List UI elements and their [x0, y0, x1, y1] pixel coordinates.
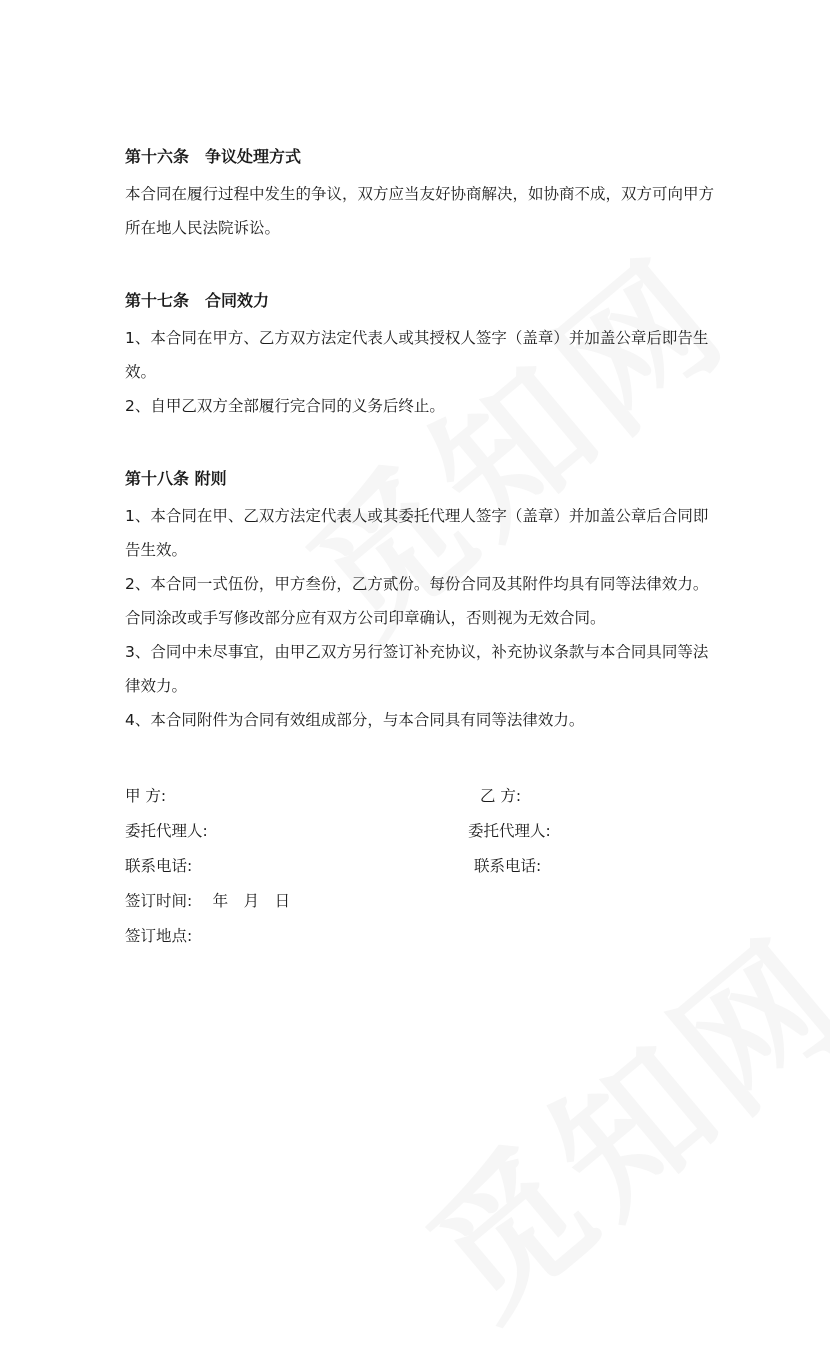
paragraph: 4、本合同附件为合同有效组成部分，与本合同具有同等法律效力。 — [125, 711, 585, 729]
paragraph: 1、本合同在甲、乙双方法定代表人或其委托代理人签字（盖章）并加盖公章后合同即告生效。 — [125, 507, 709, 559]
party-a-label: 甲 方: — [125, 787, 167, 805]
document-body — [125, 143, 715, 954]
signature-block — [125, 779, 715, 954]
agent-b-label: 委托代理人: — [468, 822, 551, 840]
phone-b-label: 联系电话: — [474, 857, 542, 875]
signature-row-phone — [125, 849, 715, 884]
section-16 — [125, 143, 715, 245]
section-18 — [125, 465, 715, 737]
agent-a-label: 委托代理人: — [125, 822, 208, 840]
section-17 — [125, 287, 715, 423]
paragraph: 3、合同中未尽事宜，由甲乙双方另行签订补充协议，补充协议条款与本合同具同等法律效力。 — [125, 643, 709, 695]
paragraph: 1、本合同在甲方、乙方双方法定代表人或其授权人签字（盖章）并加盖公章后即告生效。 — [125, 329, 709, 381]
paragraph: 本合同在履行过程中发生的争议，双方应当友好协商解决，如协商不成，双方可向甲方所在地人民法院诉讼。 — [125, 185, 715, 237]
signature-row-time — [125, 884, 715, 919]
party-b-label: 乙 方: — [480, 787, 522, 805]
section-heading: 第十七条 合同效力 — [125, 291, 270, 310]
sign-place-label: 签订地点: — [125, 927, 193, 945]
section-heading: 第十六条 争议处理方式 — [125, 147, 302, 166]
signature-row-agent — [125, 814, 715, 849]
sign-time-label: 签订时间: 年 月 日 — [125, 892, 291, 910]
paragraph: 2、本合同一式伍份，甲方叁份，乙方贰份。每份合同及其附件均具有同等法律效力。合同涂改或手写修改部分应有双方公司印章确认，否则视为无效合同。 — [125, 575, 709, 627]
signature-row-party — [125, 779, 715, 814]
phone-a-label: 联系电话: — [125, 857, 193, 875]
paragraph: 2、自甲乙双方全部履行完合同的义务后终止。 — [125, 397, 445, 415]
signature-row-place — [125, 919, 715, 954]
section-heading: 第十八条 附则 — [125, 469, 227, 488]
